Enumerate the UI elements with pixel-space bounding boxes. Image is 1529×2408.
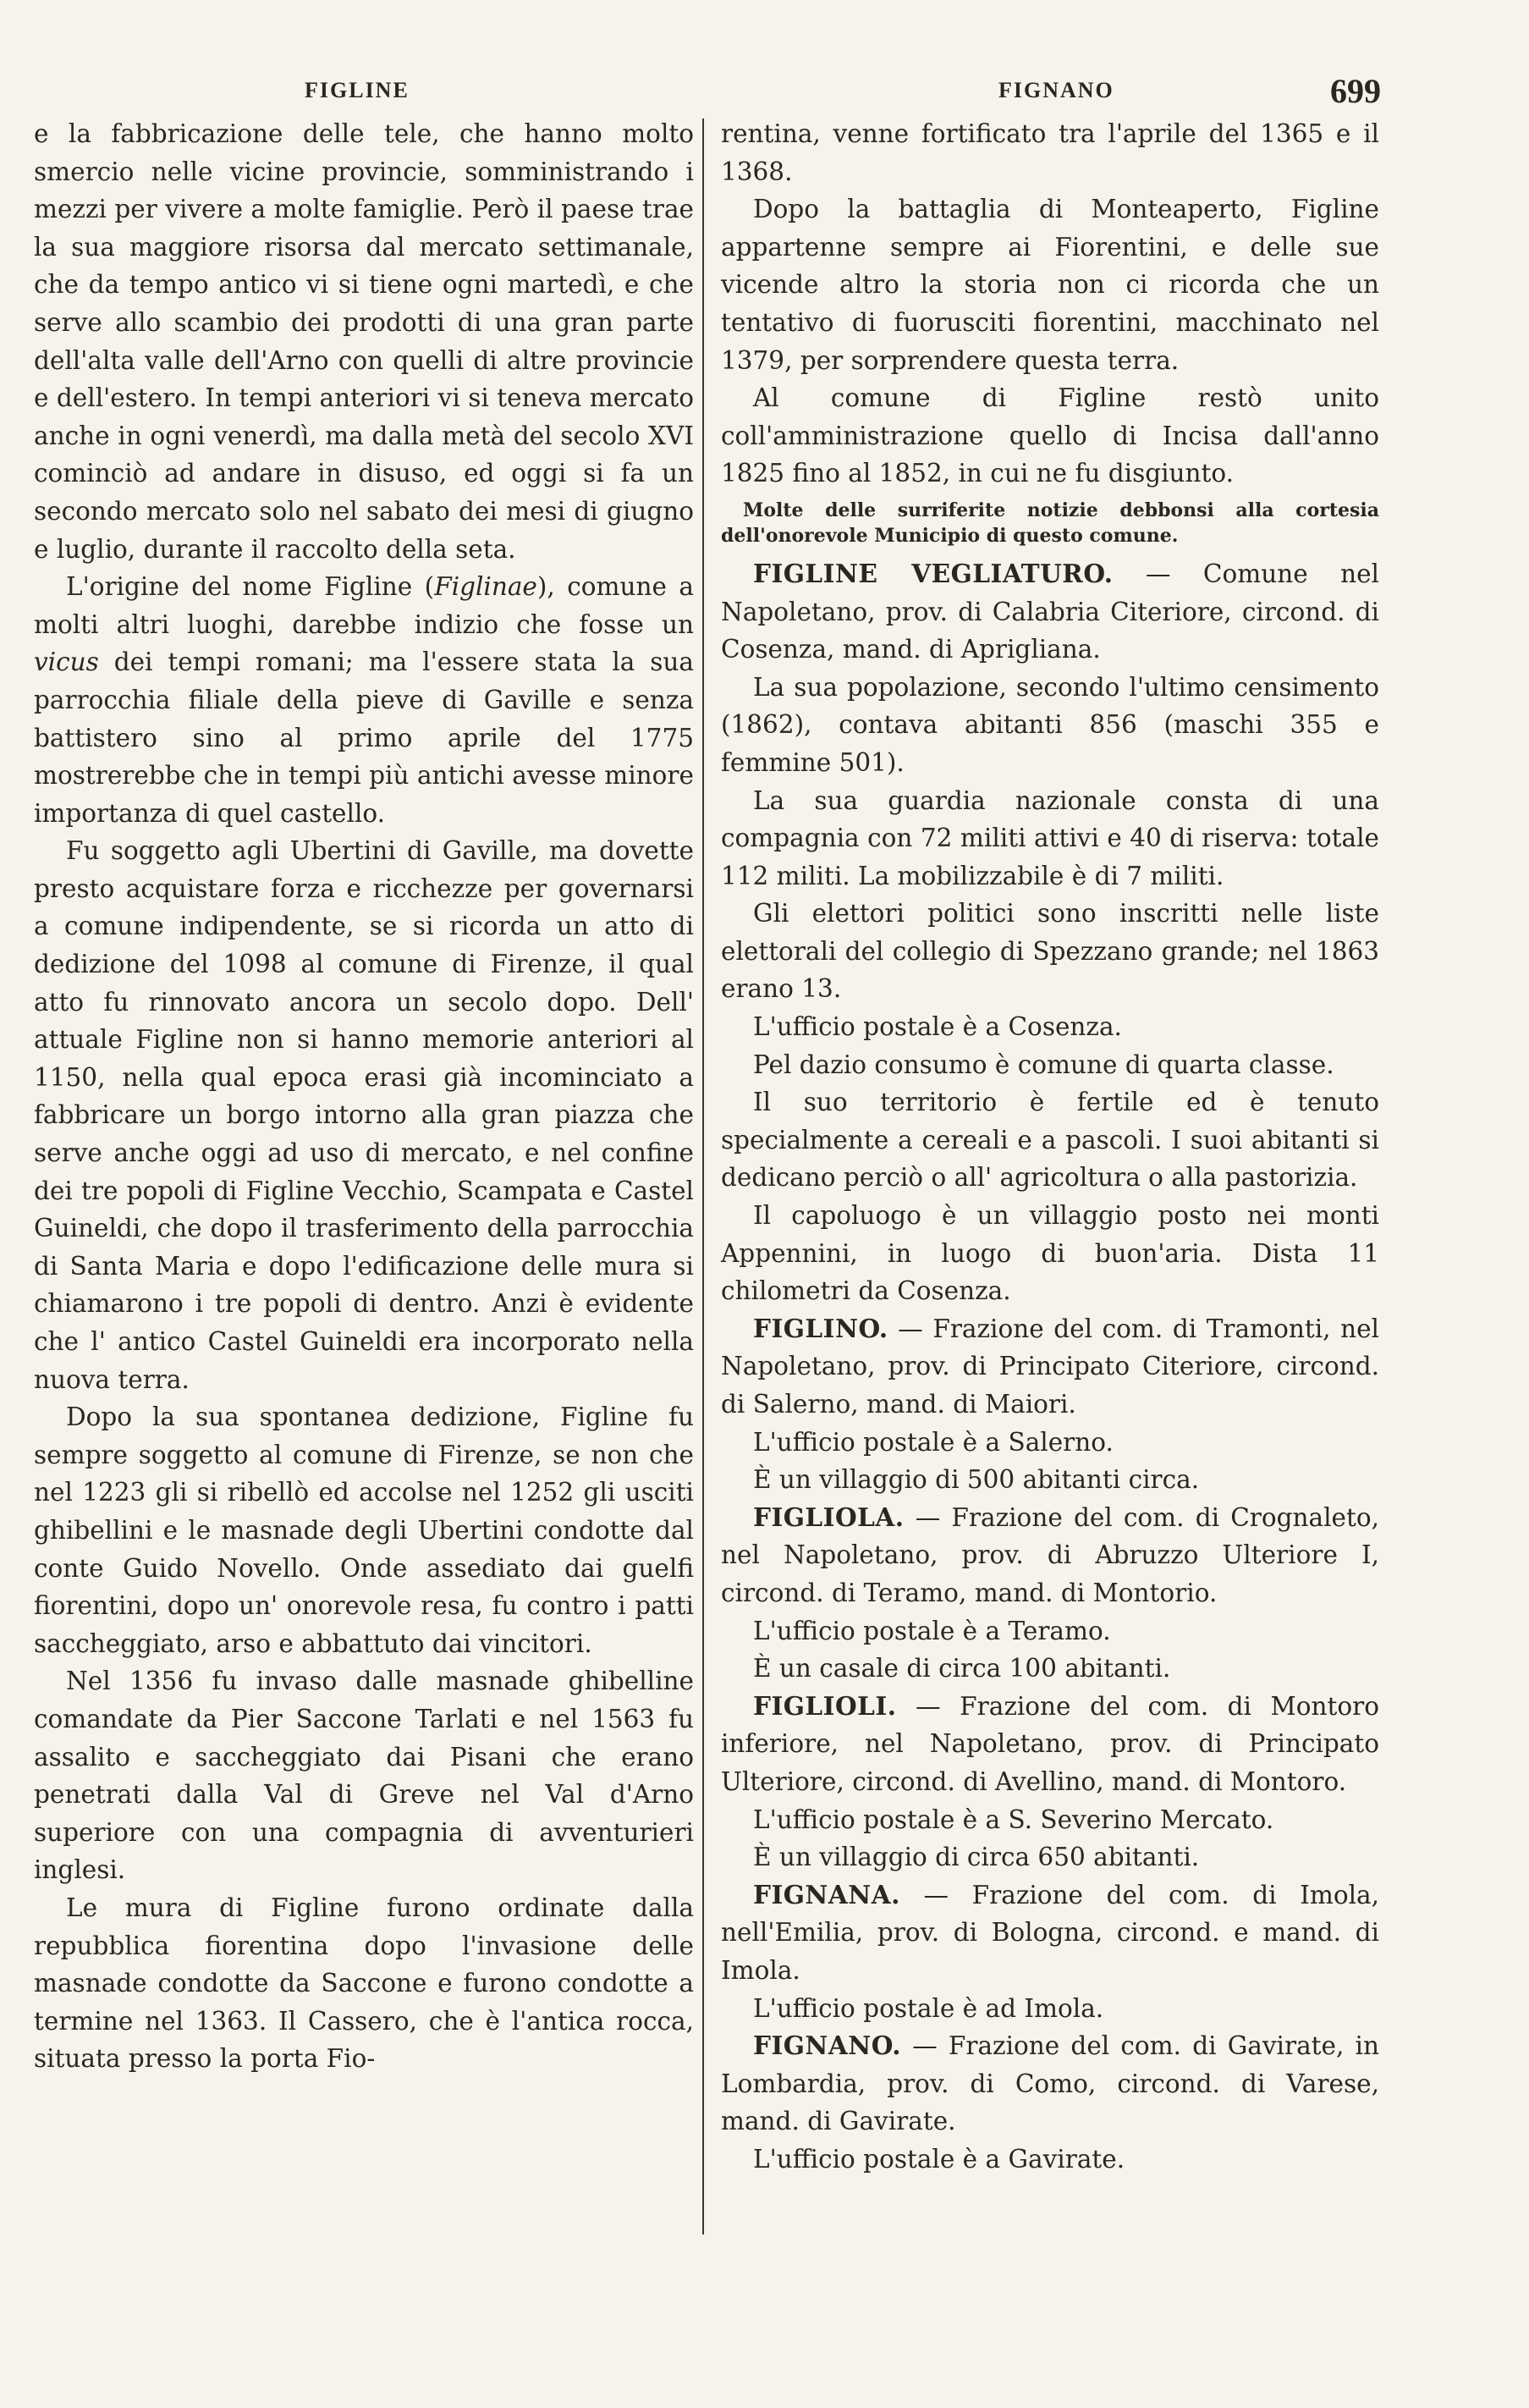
paragraph: La sua guardia nazionale consta di una compagnia con 72 militi attivi e 40 di riserva: totale 112 militi. La mobilizzabile è di 7 militi. bbox=[721, 785, 1379, 890]
paragraph: È un casale di circa 100 abitanti. bbox=[753, 1654, 1171, 1683]
paragraph: rentina, venne fortificato tra l'aprile del 1365 e il 1368. bbox=[721, 119, 1379, 186]
entry-figlino: FIGLINO. — Frazione del com. di Tramonti, nel Napoletano, prov. di Principato Citeriore, circond. di Salerno, mand. di Maiori. bbox=[721, 1313, 1379, 1419]
entry-headword: FIGLINO. bbox=[753, 1313, 888, 1343]
entry-headword: FIGNANO. bbox=[753, 2031, 901, 2061]
left-running-head: FIGLINE bbox=[305, 78, 410, 102]
footnote: Molte delle surriferite notizie debbonsi alla cortesia dell'onorevole Municipio di questo comune. bbox=[721, 499, 1379, 547]
paragraph: Dopo la battaglia di Monteaperto, Figline appartenne sempre ai Fiorentini, e delle sue vicende altro la storia non ci ricorda che un tentativo di fuorusciti fiorentini, macchinato nel 1379, per sorprendere questa terra. bbox=[721, 195, 1379, 375]
paragraph: Nel 1356 fu invaso dalle masnade ghibelline comandate da Pier Saccone Tarlati e nel 1563 fu assalito e saccheggiato dai Pisani che erano penetrati dalla Val di Greve nel Val d'Arno superiore con una compagnia di avventurieri inglesi. bbox=[34, 1667, 694, 1885]
paragraph: È un villaggio di circa 650 abitanti. bbox=[753, 1843, 1200, 1872]
right-running-head: FIGNANO bbox=[998, 78, 1114, 102]
entry-figliola: FIGLIOLA. — Frazione del com. di Crognaleto, nel Napoletano, prov. di Abruzzo Ulteriore I, circond. di Teramo, mand. di Montorio. bbox=[721, 1502, 1379, 1607]
paragraph: e la fabbricazione delle tele, che hanno molto smercio nelle vicine provincie, somministrando i mezzi per vivere a molte famiglie. Però il paese trae la sua maggiore risorsa dal mercato settimanale, che da tempo antico vi si tiene ogni martedì, e che serve allo scambio dei prodotti di una gran parte dell'alta valle dell'Arno con quelli di altre provincie e dell'estero. In tempi anteriori vi si teneva mercato anche in ogni venerdì, ma dalla metà del secolo XVI cominciò ad andare in disuso, ed oggi si fa un secondo mercato solo nel sabato dei mesi di giugno e luglio, durante il raccolto della seta. bbox=[34, 119, 694, 564]
right-column bbox=[721, 115, 1379, 2178]
column-divider bbox=[702, 118, 704, 2234]
paragraph: L'ufficio postale è a Teramo. bbox=[753, 1616, 1111, 1645]
paragraph: Gli elettori politici sono inscritti nelle liste elettorali del collegio di Spezzano grande; nel 1863 erano 13. bbox=[721, 899, 1379, 1004]
entry-headword: FIGLIOLA. bbox=[753, 1502, 905, 1532]
paragraph: L'ufficio postale è a Cosenza. bbox=[753, 1012, 1122, 1042]
entry-fignana: FIGNANA. — Frazione del com. di Imola, nell'Emilia, prov. di Bologna, circond. e mand. di Imola. bbox=[721, 1879, 1379, 1985]
left-column bbox=[34, 115, 694, 2078]
paragraph: La sua popolazione, secondo l'ultimo censimento (1862), contava abitanti 856 (maschi 355 e femmine 501). bbox=[721, 672, 1379, 777]
paragraph: Fu soggetto agli Ubertini di Gaville, ma dovette presto acquistare forza e ricchezze per governarsi a comune indipendente, se si ricorda un atto di dedizione del 1098 al comune di Firenze, il qual atto fu rinnovato ancora un secolo dopo. Dell' attuale Figline non si hanno memorie anteriori al 1150, nella qual epoca erasi già incominciato a fabbricare un borgo intorno alla gran piazza che serve anche oggi ad uso di mercato, e nel confine dei tre popoli di Figline Vecchio, Scampata e Castel Guineldi, che dopo il trasferimento della parrocchia di Santa Maria e dopo l'edificazione delle mura si chiamarono i tre popoli di dentro. Anzi è evidente che l' antico Castel Guineldi era incorporato nella nuova terra. bbox=[34, 836, 694, 1394]
entry-figline-vegliaturo: FIGLINE VEGLIATURO. — Comune nel Napoletano, prov. di Calabria Citeriore, circond. di Cosenza, mand. di Aprigliana. bbox=[721, 558, 1379, 664]
paragraph: Al comune di Figline restò unito coll'amministrazione quello di Incisa dall'anno 1825 fino al 1852, in cui ne fu disgiunto. bbox=[721, 383, 1379, 488]
entry-headword: FIGLIOLI. bbox=[753, 1690, 897, 1721]
paragraph: Le mura di Figline furono ordinate dalla repubblica fiorentina dopo l'invasione delle masnade condotte da Saccone e furono condotte a termine nel 1363. Il Cassero, che è l'antica rocca, situata presso la porta Fio- bbox=[34, 1893, 694, 2074]
paragraph: L'ufficio postale è a Salerno. bbox=[753, 1427, 1114, 1457]
entry-figlioli: FIGLIOLI. — Frazione del com. di Montoro inferiore, nel Napoletano, prov. di Principato Ulteriore, circond. di Avellino, mand. di Montoro. bbox=[721, 1690, 1379, 1796]
paragraph: L'ufficio postale è ad Imola. bbox=[753, 1993, 1104, 2023]
paragraph: L'ufficio postale è a Gavirate. bbox=[753, 2144, 1125, 2174]
paragraph: Dopo la sua spontanea dedizione, Figline fu sempre soggetto al comune di Firenze, se non che nel 1223 gli si ribellò ed accolse nel 1252 gli usciti ghibellini e le masnade degli Ubertini condotte dal conte Guido Novello. Onde assediato dai guelfi fiorentini, dopo un' onorevole resa, fu contro i patti saccheggiato, arso e abbattuto dai vincitori. bbox=[34, 1402, 694, 1658]
page-number: 699 bbox=[1330, 72, 1381, 110]
paragraph: Il suo territorio è fertile ed è tenuto specialmente a cereali e a pascoli. I suoi abitanti si dedicano perciò o all' agricoltura o alla pastorizia. bbox=[721, 1088, 1379, 1193]
entry-fignano: FIGNANO. — Frazione del com. di Gavirate, in Lombardia, prov. di Como, circond. di Varese, mand. di Gavirate. bbox=[721, 2031, 1379, 2136]
paragraph: Pel dazio consumo è comune di quarta classe. bbox=[753, 1050, 1334, 1079]
paragraph: È un villaggio di 500 abitanti circa. bbox=[753, 1465, 1200, 1495]
paragraph: L'origine del nome Figline (Figlinae), comune a molti altri luoghi, darebbe indizio che fosse un vicus dei tempi romani; ma l'essere stata la sua parrocchia filiale della pieve di Gaville e senza battistero sino al primo aprile del 1775 mostrerebbe che in tempi più antichi avesse minore importanza di quel castello. bbox=[34, 572, 694, 828]
paragraph: Il capoluogo è un villaggio posto nei monti Appennini, in luogo di buon'aria. Dista 11 chilometri da Cosenza. bbox=[721, 1201, 1379, 1306]
entry-headword: FIGLINE VEGLIATURO. bbox=[753, 558, 1114, 588]
entry-headword: FIGNANA. bbox=[753, 1879, 900, 1909]
paragraph: L'ufficio postale è a S. Severino Mercato. bbox=[753, 1805, 1274, 1834]
